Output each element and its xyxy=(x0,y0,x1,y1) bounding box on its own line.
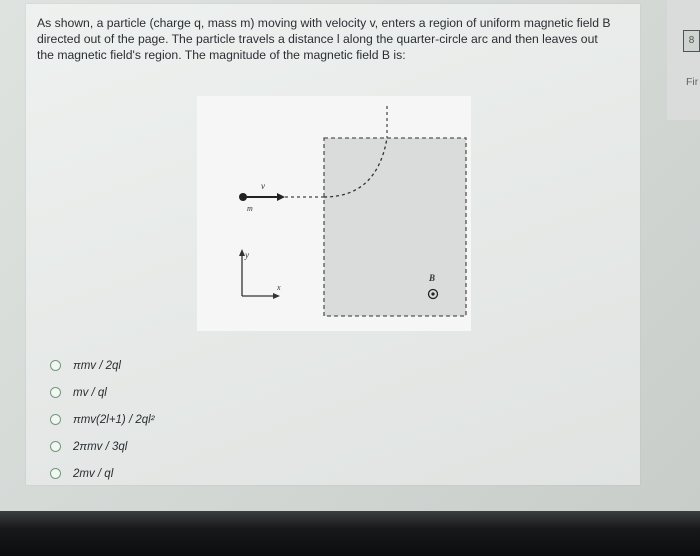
option-label: 2mv / ql xyxy=(73,467,114,480)
side-panel xyxy=(667,0,700,120)
option-4[interactable] xyxy=(50,437,155,456)
radio-button-icon[interactable] xyxy=(50,468,61,479)
side-panel-button[interactable]: 8 xyxy=(683,30,700,52)
figure-diagram xyxy=(197,96,471,331)
label-x: x xyxy=(277,283,281,292)
particle-dot xyxy=(239,193,247,201)
option-3[interactable] xyxy=(50,410,155,429)
option-2[interactable] xyxy=(50,383,155,402)
answer-options xyxy=(50,356,155,491)
option-label: mv / ql xyxy=(73,386,107,399)
option-label: πmv(2l+1) / 2ql² xyxy=(73,413,155,426)
label-m: m xyxy=(247,204,253,213)
x-axis-arrowhead xyxy=(273,293,280,299)
label-v: v xyxy=(261,181,265,191)
label-y: y xyxy=(245,250,249,260)
radio-button-icon[interactable] xyxy=(50,360,61,371)
label-B: B xyxy=(429,273,436,283)
option-label: 2πmv / 3ql xyxy=(73,440,128,453)
monitor-bezel xyxy=(0,511,700,556)
question-card xyxy=(26,4,640,485)
b-field-dot-icon xyxy=(431,292,434,295)
radio-button-icon[interactable] xyxy=(50,414,61,425)
velocity-arrowhead xyxy=(277,193,285,201)
radio-button-icon[interactable] xyxy=(50,441,61,452)
radio-button-icon[interactable] xyxy=(50,387,61,398)
physics-figure xyxy=(197,96,471,331)
option-1[interactable] xyxy=(50,356,155,375)
side-panel-text: Fir xyxy=(686,76,699,88)
question-text: As shown, a particle (charge q, mass m) moving with velocity v, enters a region of uniform magnetic field B directed out of the page. The particle travels a distance l along the quarter-circle arc and then leaves out the magnetic field's region. The magnitude of the magnetic field B is: xyxy=(37,16,611,62)
field-region xyxy=(324,138,466,316)
option-label: πmv / 2ql xyxy=(73,359,121,372)
option-5[interactable] xyxy=(50,464,155,483)
